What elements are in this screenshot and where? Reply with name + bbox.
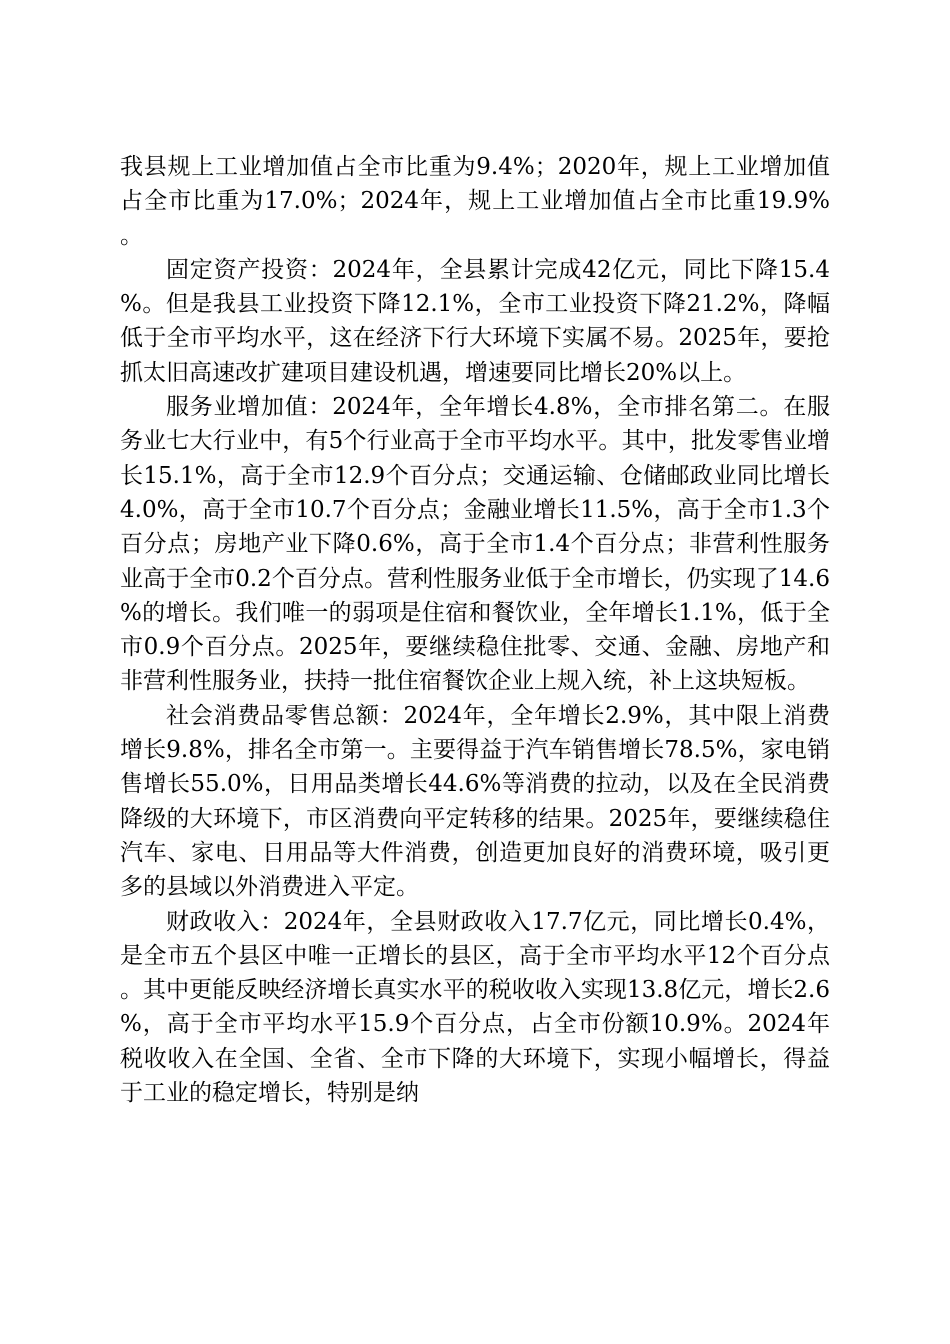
paragraph-retail-sales: 社会消费品零售总额：2024年，全年增长2.9%，其中限上消费增长9.8%，排名全市第一。主要得益于汽车销售增长78.5%，家电销售增长55.0%，日用品类增长44.6%等消费的拉动，以及在全民消费降级的大环境下，市区消费向平定转移的结果。2025年，要继续稳住汽车、家电、日用品等大件消费，创造更加良好的消费环境，吸引更多的县域以外消费进入平定。 (120, 702, 830, 901)
paragraph-fiscal-revenue: 财政收入：2024年，全县财政收入17.7亿元，同比增长0.4%，是全市五个县区中唯一正增长的县区，高于全市平均水平12个百分点。其中更能反映经济增长真实水平的税收收入实现13.8亿元，增长2.6%，高于全市平均水平15.9个百分点，占全市份额10.9%。2024年税收收入在全国、全省、全市下降的大环境下，实现小幅增长，得益于工业的稳定增长，特别是纳 (120, 908, 830, 1107)
document-body (120, 150, 830, 1110)
paragraph-service-industry: 服务业增加值：2024年，全年增长4.8%，全市排名第二。在服务业七大行业中，有5个行业高于全市平均水平。其中，批发零售业增长15.1%，高于全市12.9个百分点；交通运输、仓储邮政业同比增长4.0%，高于全市10.7个百分点；金融业增长11.5%，高于全市1.3个百分点；房地产业下降0.6%，高于全市1.4个百分点；非营利性服务业高于全市0.2个百分点。营利性服务业低于全市增长，仍实现了14.6%的增长。我们唯一的弱项是住宿和餐饮业，全年增长1.1%，低于全市0.9个百分点。2025年，要继续稳住批零、交通、金融、房地产和非营利性服务业，扶持一批住宿餐饮企业上规入统，补上这块短板。 (120, 394, 830, 695)
paragraph-industry-share: 我县规上工业增加值占全市比重为9.4%；2020年，规上工业增加值占全市比重为17.0%；2024年，规上工业增加值占全市比重19.9%。 (120, 154, 830, 249)
paragraph-fixed-asset-investment: 固定资产投资：2024年，全县累计完成42亿元，同比下降15.4%。但是我县工业投资下降12.1%，全市工业投资下降21.2%，降幅低于全市平均水平，这在经济下行大环境下实属不易。2025年，要抢抓太旧高速改扩建项目建设机遇，增速要同比增长20%以上。 (120, 256, 830, 386)
